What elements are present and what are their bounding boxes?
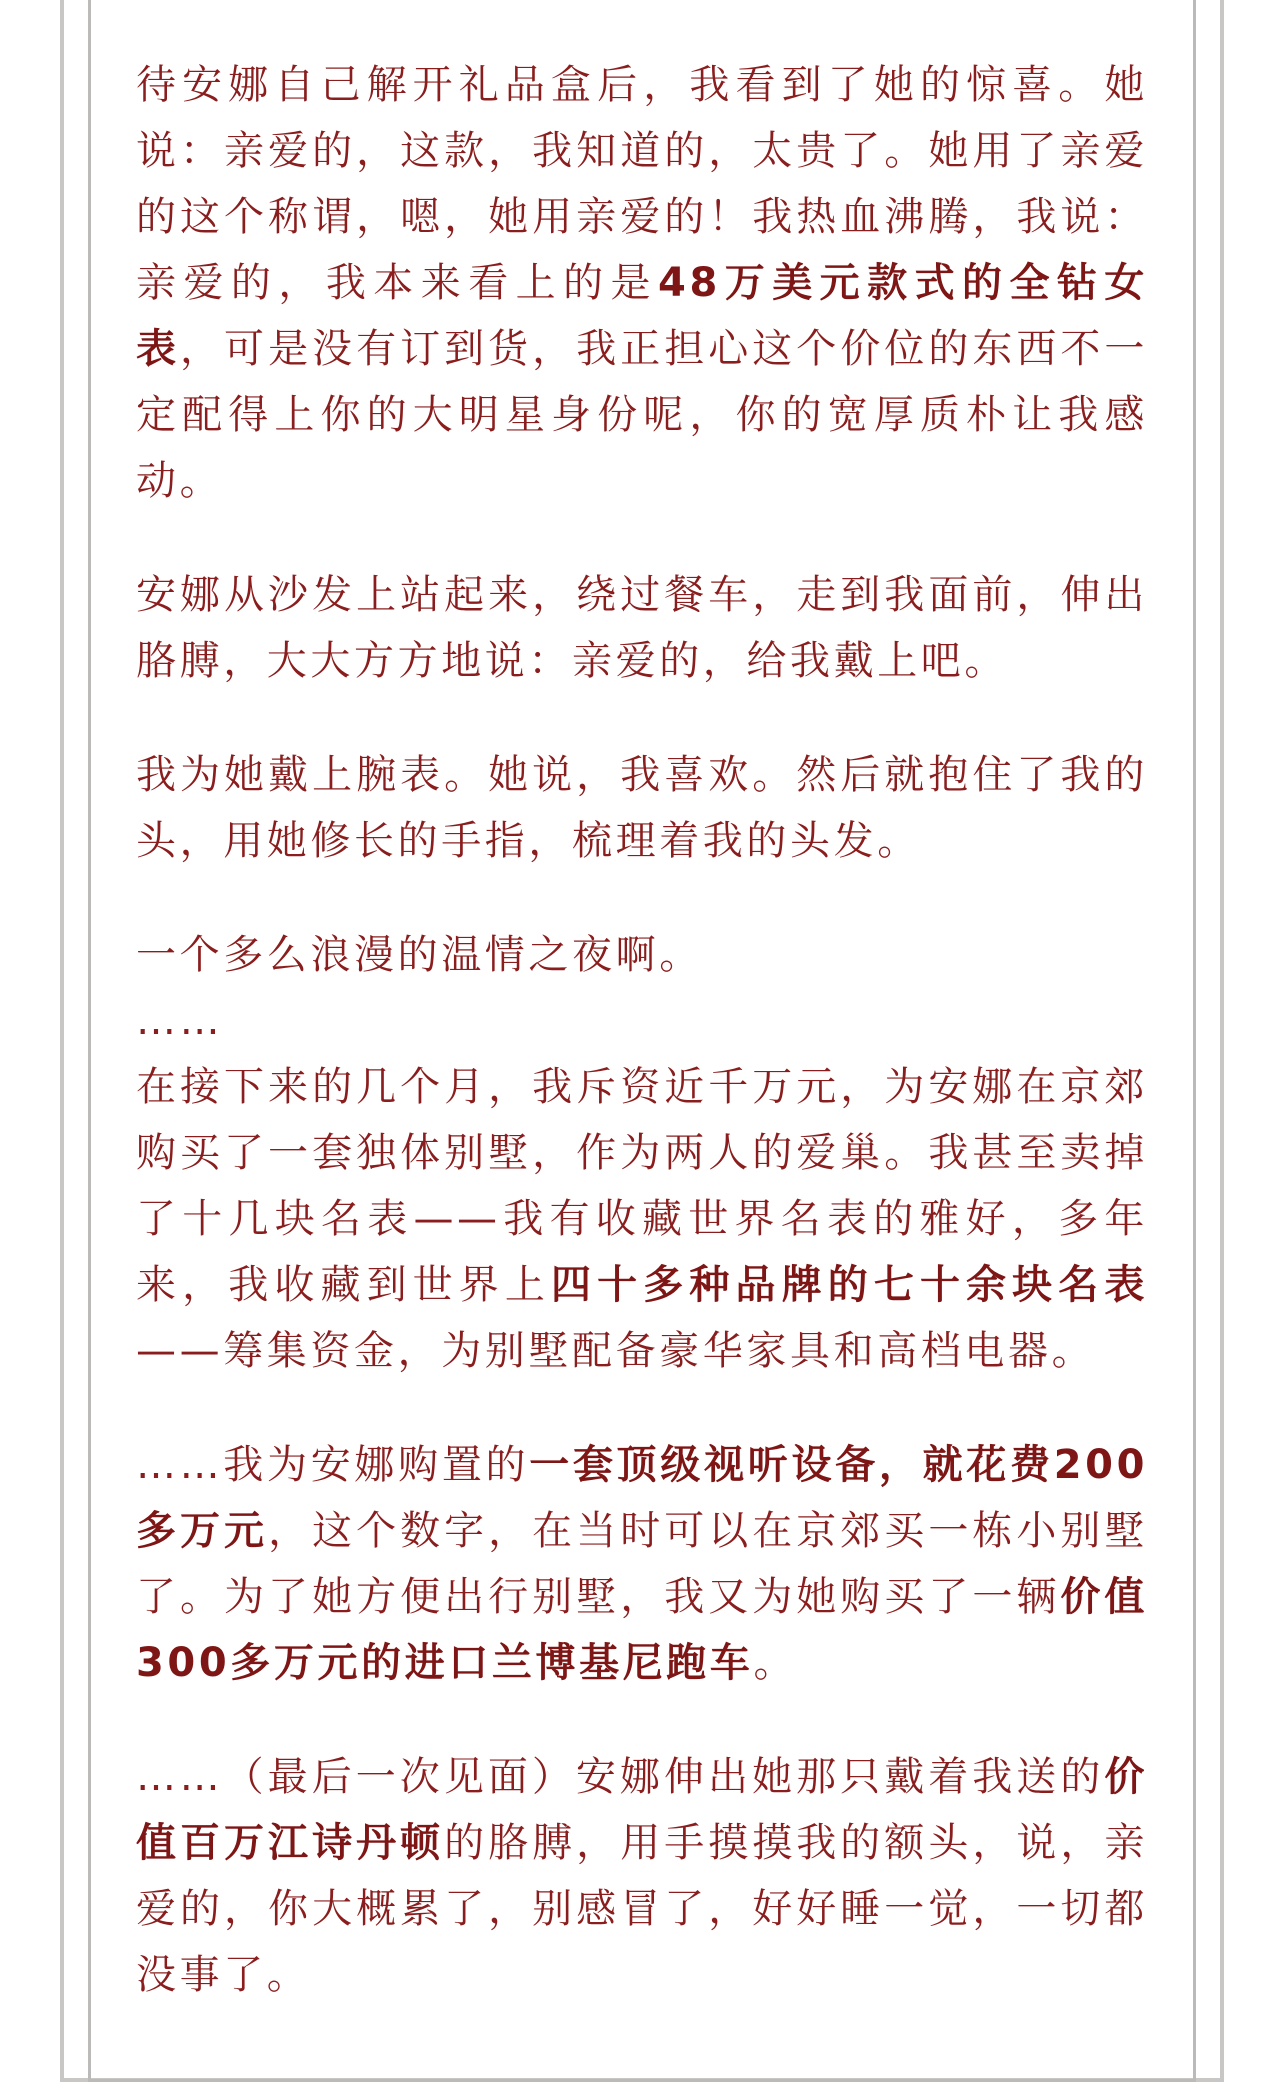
text-segment: 待安娜自己解开礼品盒后，我看到了她的惊喜。她说：亲爱的，这款，我知道的，太贵了。她用了亲爱的这个称谓，嗯，她用亲爱的！我热血沸腾，我说：亲爱的，我本来看上的是	[136, 62, 1148, 306]
paragraph	[136, 562, 1148, 694]
paragraph	[136, 1432, 1148, 1696]
text-segment: 的胳膊，用手摸摸我的额头，说，亲爱的，你大概累了，别感冒了，好好睡一觉，一切都没事了。	[136, 1820, 1148, 1998]
text-segment: 安娜从沙发上站起来，绕过餐车，走到我面前，伸出胳膊，大大方方地说：亲爱的，给我戴上吧。	[136, 572, 1148, 684]
highlight-text: 价值百万江诗丹顿	[136, 1754, 1148, 1866]
text-segment: ……	[136, 998, 224, 1044]
paragraph	[136, 52, 1148, 514]
text-segment: ——筹集资金，为别墅配备豪华家具和高档电器。	[136, 1328, 1096, 1374]
paragraph	[136, 922, 1148, 988]
text-segment: 一个多么浪漫的温情之夜啊。	[136, 932, 703, 978]
text-segment: ，可是没有订到货，我正担心这个价位的东西不一定配得上你的大明星身份呢，你的宽厚质朴让我感动。	[136, 326, 1149, 504]
text-segment: 我为她戴上腕表。她说，我喜欢。然后就抱住了我的头，用她修长的手指，梳理着我的头发。	[136, 752, 1148, 864]
paragraph	[136, 1744, 1148, 2008]
highlight-text: 四十多种品牌的七十余块名表	[551, 1262, 1148, 1308]
text-segment: 在接下来的几个月，我斥资近千万元，为安娜在京郊购买了一套独体别墅，作为两人的爱巢。我甚至卖掉了十几块名表——我有收藏世界名表的雅好，多年来，我收藏到世界上	[136, 1064, 1148, 1308]
text-segment: ……（最后一次见面）安娜伸出她那只戴着我送的	[136, 1754, 1105, 1800]
paragraph	[136, 1054, 1148, 1384]
highlight-text: 48万美元款式的全钻女表	[136, 260, 1149, 372]
text-segment: ，这个数字，在当时可以在京郊买一栋小别墅了。为了她方便出行别墅，我又为她购买了一辆	[136, 1508, 1148, 1620]
text-segment: 。	[753, 1640, 798, 1686]
text-segment: ……我为安娜购置的	[136, 1442, 530, 1488]
highlight-text: 一套顶级视听设备，就花费200多万元	[136, 1442, 1149, 1554]
ellipsis-line	[136, 988, 1148, 1054]
paragraph	[136, 742, 1148, 874]
article-body	[136, 52, 1148, 2056]
highlight-text: 价值300多万元的进口兰博基尼跑车	[136, 1574, 1148, 1686]
